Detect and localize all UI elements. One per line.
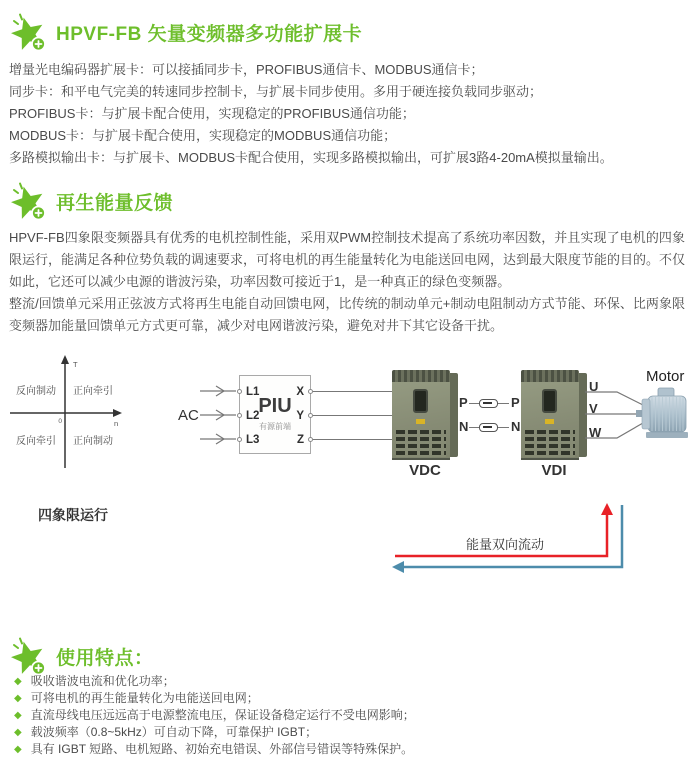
vfd-display — [413, 389, 428, 413]
feature-item — [14, 673, 684, 690]
diamond-bullet-icon: ◆ — [14, 710, 22, 721]
phase-w-label: W — [589, 425, 602, 440]
vfd-warning-label — [545, 419, 554, 424]
terminal-dot — [237, 437, 242, 442]
wire-z — [313, 439, 393, 440]
vfd-vent-grid — [396, 430, 446, 457]
dc-bus-p-right: P — [511, 395, 520, 410]
wire-y — [313, 415, 393, 416]
text-line: 同步卡：和平电气完美的转速同步控制卡，与扩展卡同步使用。多用于硬连接负载同步驱动； — [9, 84, 543, 99]
vfd-front-panel — [521, 382, 579, 460]
diamond-bullet-icon: ◆ — [14, 744, 22, 755]
energy-return-arrowhead — [392, 561, 404, 573]
star-sparkle — [14, 184, 22, 194]
motor-base — [646, 432, 688, 438]
vfd-display — [542, 389, 557, 413]
regen-feedback-description — [9, 227, 685, 337]
regen-feedback-section-header — [8, 181, 173, 221]
vfd-side-panel — [449, 373, 458, 457]
diamond-bullet-icon: ◆ — [14, 727, 22, 738]
vfd-warning-label — [416, 419, 425, 424]
star-plus-icon — [8, 636, 48, 676]
motor-end-cap — [642, 399, 650, 429]
motor-label: Motor — [646, 368, 685, 385]
quadrant-1-label: 正向牵引 — [73, 386, 113, 397]
vfd-unit-vdc — [392, 370, 458, 460]
star-plus-icon — [8, 12, 48, 52]
y-axis-label: T — [73, 360, 78, 369]
ac-source-label: AC — [178, 407, 199, 424]
diamond-bullet-icon: ◆ — [14, 676, 22, 687]
feature-text: 载波频率（0.8~5kHz）可自动下降，可靠保护 IGBT； — [30, 725, 318, 739]
vdc-label: VDC — [409, 462, 441, 479]
expansion-card-section-header — [8, 12, 362, 52]
energy-flow-label: 能量双向流动 — [466, 537, 545, 552]
star-sparkle — [14, 15, 22, 25]
dc-bus-n-left: N — [459, 419, 469, 434]
text-line: 增量光电编码器扩展卡：可以接插同步卡，PROFIBUS通信卡、MODBUS通信卡； — [9, 62, 484, 77]
vfd-top-vents — [392, 370, 450, 382]
x-axis-arrow — [113, 409, 122, 417]
ac-input-arrows — [200, 381, 240, 449]
origin-label: 0 — [58, 418, 62, 425]
terminal-dot — [237, 413, 242, 418]
features-section-header — [8, 636, 154, 676]
text-line: 多路模拟输出卡：与扩展卡、MODBUS卡配合使用，实现多路模拟输出，可扩展3路4-20mA模拟量输出。 — [9, 150, 613, 165]
piu-output-z: Z — [296, 434, 304, 446]
dc-fuse-p — [479, 399, 498, 408]
vfd-top-vents — [521, 370, 579, 382]
terminal-dot — [237, 389, 242, 394]
motor-icon — [634, 386, 698, 446]
paragraph: HPVF-FB四象限变频器具有优秀的电机控制性能，采用双PWM控制技术提高了系统功率因数，并且实现了电机的四象限运行，能满足各种位势负载的调速要求，可将电机的再生能量转化为电能送回电网，达到最大限度节能的目的。不仅如此，它还可以减少电源的谐波污染，功率因数可接近于1，是一种真正的绿色变频器。 — [9, 230, 686, 289]
feature-text: 可将电机的再生能量转化为电能送回电网； — [30, 691, 259, 705]
star-plus-icon — [8, 181, 48, 221]
piu-output-y: Y — [296, 410, 304, 422]
text-line: MODBUS卡：与扩展卡配合使用，实现稳定的MODBUS通信功能； — [9, 128, 397, 143]
paragraph: 整流/回馈单元采用正弦波方式将再生电能自动回馈电网，比传统的制动单元+制动电阻制动方式节能、环保、比两象限变频器加能量回馈单元方式更可靠，减少对电网谐波污染，避免对井下其它设备干扰。 — [9, 296, 685, 333]
piu-active-front-end — [239, 375, 311, 454]
vdi-label: VDI — [541, 462, 567, 479]
feature-text: 具有 IGBT 短路、电机短路、初始充电错误、外部信号错误等特殊保护。 — [30, 742, 414, 756]
phase-u-label: U — [589, 379, 599, 394]
expansion-card-description — [9, 59, 685, 169]
vfd-unit-vdi — [521, 370, 587, 460]
section-title-feedback: 再生能量反馈 — [56, 192, 174, 214]
energy-forward-arrowhead — [601, 503, 613, 515]
piu-output-x: X — [296, 386, 304, 398]
star-sparkle — [14, 639, 22, 649]
ac-arrow-lines — [200, 386, 236, 444]
diamond-bullet-icon: ◆ — [14, 693, 22, 704]
wire-x — [313, 391, 393, 392]
feature-item — [14, 741, 684, 758]
piu-name: PIU — [258, 395, 292, 417]
dc-bus-n-right: N — [511, 419, 521, 434]
y-axis-arrow — [61, 355, 69, 364]
feature-item — [14, 707, 684, 724]
piu-input-l2: L2 — [246, 410, 260, 422]
vfd-front-panel — [392, 382, 450, 460]
dc-bus-p-left: P — [459, 395, 468, 410]
section-title-expansion: HPVF-FB 矢量变频器多功能扩展卡 — [56, 23, 363, 45]
piu-input-l1: L1 — [246, 386, 260, 398]
feature-text: 吸收谐波电流和优化功率； — [30, 674, 175, 688]
phase-v-label: V — [589, 401, 598, 416]
feature-item — [14, 690, 684, 707]
dc-fuse-n — [479, 423, 498, 432]
piu-subtitle: 有源前端 — [259, 422, 291, 431]
section-title-features: 使用特点： — [56, 647, 154, 669]
quadrant-3-label: 反向牵引 — [16, 436, 56, 447]
system-diagram — [0, 350, 700, 635]
piu-input-l3: L3 — [246, 434, 260, 446]
text-line: PROFIBUS卡：与扩展卡配合使用，实现稳定的PROFIBUS通信功能； — [9, 106, 415, 121]
x-axis-label: n — [114, 419, 119, 428]
features-list — [14, 673, 684, 758]
feature-item — [14, 724, 684, 741]
four-quadrant-chart — [4, 354, 154, 479]
quadrant-4-label: 正向制动 — [73, 436, 113, 447]
feature-text: 直流母线电压远远高于电源整流电压，保证设备稳定运行不受电网影响； — [30, 708, 415, 722]
quadrant-2-label: 反向制动 — [16, 386, 56, 397]
quadrant-caption: 四象限运行 — [38, 507, 108, 523]
vfd-vent-grid — [525, 430, 575, 457]
